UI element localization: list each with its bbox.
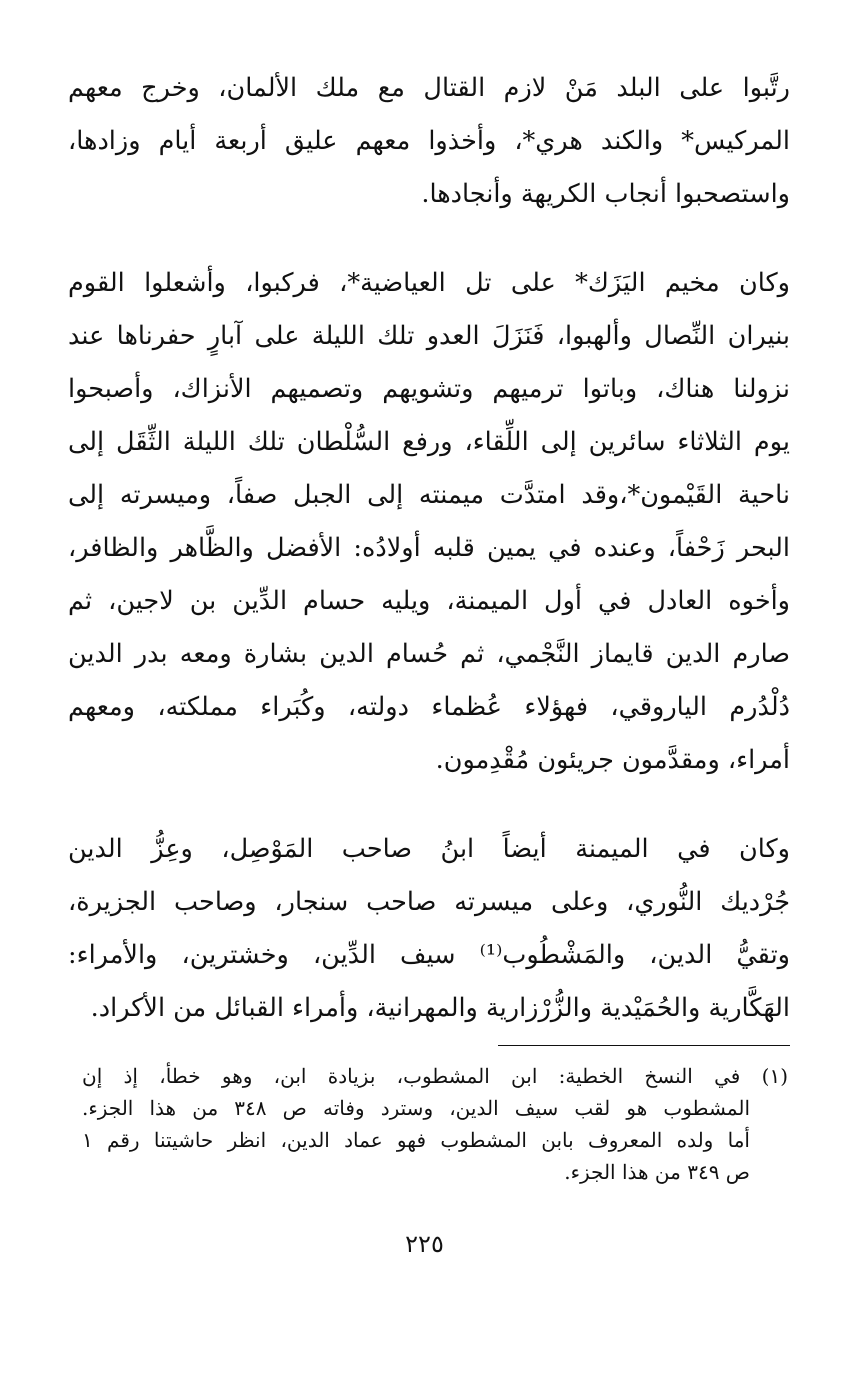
paragraph-gap bbox=[68, 221, 790, 257]
text-line: واستصحبوا أنجاب الكريهة وأنجادها. bbox=[421, 179, 790, 209]
footnote-line: المشطوب هو لقب سيف الدين، وسترد وفاته ص ٣٤٨ من هذا الجزء. bbox=[82, 1096, 750, 1120]
text-line: وكان في الميمنة أيضاً ابنُ صاحب المَوْصِل، وعِزُّ الدين bbox=[68, 834, 790, 864]
footnote-line: (١) في النسخ الخطية: ابن المشطوب، بزيادة ابن، وهو خطأ، إذ إن bbox=[82, 1064, 788, 1088]
paragraph-gap bbox=[68, 787, 790, 823]
text-line: جُرْديك النُّوري، وعلى ميسرته صاحب سنجار، وصاحب الجزيرة، bbox=[68, 887, 790, 917]
footnote-line: أما ولده المعروف بابن المشطوب فهو عماد الدين، انظر حاشيتنا رقم ١ bbox=[82, 1128, 750, 1152]
text-line: نزولنا هناك، وباتوا ترميهم وتشويهم وتصميهم الأنزاك، وأصبحوا bbox=[68, 374, 790, 404]
text-line: البحر زَحْفاً، وعنده في يمين قلبه أولادُه: الأفضل والظَّاهر والظافر، bbox=[68, 533, 790, 563]
text-line: وكان مخيم اليَزَك* على تل العياضية*، فركبوا، وأشعلوا القوم bbox=[68, 268, 790, 298]
paragraph-1 bbox=[68, 62, 790, 221]
text-line: المركيس* والكند هري*، وأخذوا معهم عليق أربعة أيام وزادها، bbox=[68, 126, 790, 156]
text-line: دُلْدُرم الياروقي، فهؤلاء عُظماء دولته، وكُبَراء مملكته، ومعهم bbox=[68, 692, 790, 722]
page-number: ٢٢٥ bbox=[405, 1230, 444, 1258]
text-line: صارم الدين قايماز النَّجْمي، ثم حُسام الدين بشارة ومعه بدر الدين bbox=[68, 639, 790, 669]
text-line: الهَكَّارية والحُمَيْدية والزُّرْزارية والمهرانية، وأمراء القبائل من الأكراد. bbox=[90, 993, 790, 1023]
text-line: يوم الثلاثاء سائرين إلى اللِّقاء، ورفع السُّلْطان تلك الليلة الثِّقَل إلى bbox=[68, 427, 790, 457]
footnote-divider bbox=[498, 1045, 790, 1046]
footnote-line: ص ٣٤٩ من هذا الجزء. bbox=[564, 1160, 750, 1184]
text-line: ناحية القَيْمون*،وقد امتدَّت ميمنته إلى الجبل صفاً، وميسرته إلى bbox=[68, 480, 790, 510]
main-text bbox=[68, 62, 790, 1035]
text-line: بنيران النِّصال وألهبوا، فَنَزَلَ العدو تلك الليلة على آبارٍ حفرناها عند bbox=[68, 321, 790, 351]
text-line: وأخوه العادل في أول الميمنة، ويليه حسام الدِّين بن لاجين، ثم bbox=[68, 586, 790, 616]
text-line: أمراء، ومقدَّمون جريئون مُقْدِمون. bbox=[435, 745, 790, 775]
paragraph-2 bbox=[68, 257, 790, 787]
paragraph-3 bbox=[68, 823, 790, 1035]
footnotes bbox=[82, 1060, 788, 1188]
text-line: رتَّبوا على البلد مَنْ لازم القتال مع ملك الألمان، وخرج معهم bbox=[68, 73, 790, 103]
text-line: وتقيُّ الدين، والمَشْطُوب⁽¹⁾ سيف الدِّين، وخشترين، والأمراء: bbox=[68, 940, 790, 970]
